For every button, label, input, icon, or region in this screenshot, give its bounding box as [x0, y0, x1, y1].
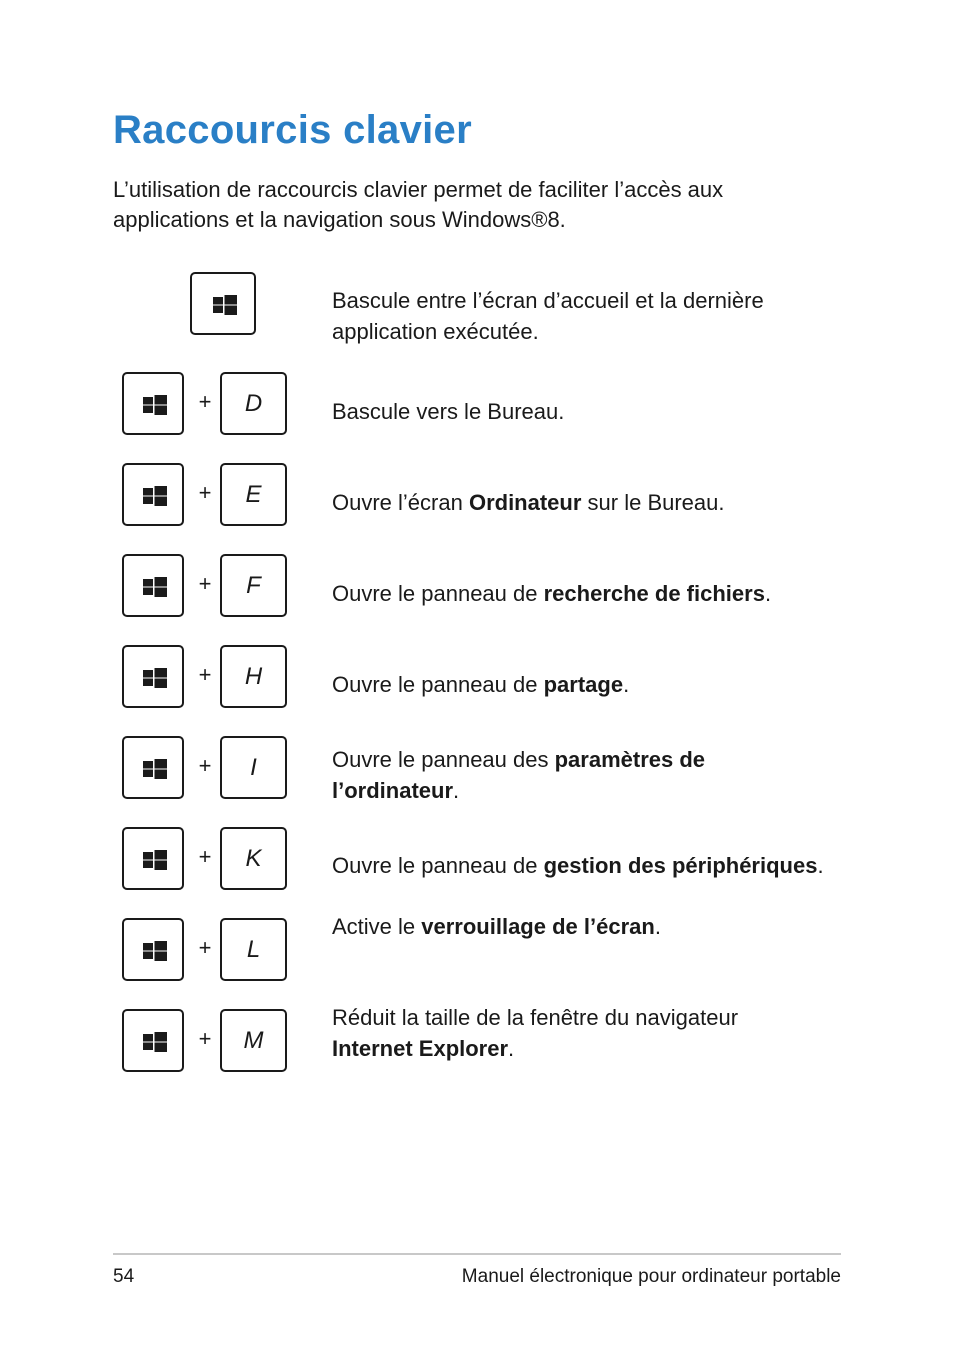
emphasized-text: verrouillage de l’écran — [421, 914, 655, 939]
windows-logo-icon — [143, 759, 167, 779]
emphasized-text: partage — [543, 672, 624, 697]
description-line-1 — [332, 578, 852, 609]
windows-key — [122, 736, 184, 799]
page-number: 54 — [113, 1266, 135, 1287]
windows-key — [122, 918, 184, 981]
windows-key — [122, 645, 184, 708]
description-text: Bascule vers le Bureau. — [332, 399, 565, 424]
key-letter: D — [244, 389, 263, 417]
shortcut-description — [332, 744, 852, 806]
description-text: Active le — [332, 914, 422, 939]
windows-logo-icon — [143, 850, 167, 870]
windows-key — [122, 554, 184, 617]
key-letter: L — [246, 935, 261, 963]
description-text: sur le Bureau. — [581, 490, 725, 515]
plus-sign: + — [198, 480, 212, 505]
windows-key — [122, 372, 184, 435]
description-text: Ouvre l’écran — [332, 490, 469, 515]
windows-logo-icon — [143, 668, 167, 688]
description-line-1 — [332, 1002, 852, 1033]
windows-key — [122, 1009, 184, 1072]
description-text: Ouvre le panneau des — [332, 747, 555, 772]
emphasized-text: recherche de fichiers — [543, 581, 765, 606]
plus-sign: + — [198, 844, 212, 869]
windows-key — [190, 272, 256, 335]
letter-key-d — [220, 372, 287, 435]
windows-key — [122, 827, 184, 890]
plus-sign: + — [198, 389, 212, 414]
description-text: Ouvre le panneau de — [332, 672, 544, 697]
emphasized-text: paramètres de — [554, 747, 706, 772]
windows-logo-icon — [143, 941, 167, 961]
description-text: . — [453, 778, 460, 803]
letter-key-l — [220, 918, 287, 981]
description-text: Bascule entre l’écran d’accueil et la dernière — [332, 288, 764, 313]
intro-line-1: L’utilisation de raccourcis clavier permet de faciliter l’accès aux — [113, 177, 724, 202]
intro-line-2: applications et la navigation sous Windows®8. — [113, 207, 566, 232]
description-line-1 — [332, 487, 852, 518]
plus-sign: + — [198, 571, 212, 596]
shortcut-description — [332, 850, 852, 881]
shortcut-description — [332, 578, 852, 609]
key-letter: M — [243, 1026, 264, 1054]
emphasized-text: Ordinateur — [468, 490, 582, 515]
plus-sign: + — [198, 662, 212, 687]
description-text: Ouvre le panneau de — [332, 581, 544, 606]
letter-key-e — [220, 463, 287, 526]
key-letter: E — [245, 480, 262, 508]
windows-key — [122, 463, 184, 526]
description-line-2 — [332, 775, 852, 806]
description-line-1 — [332, 396, 852, 427]
description-line-2 — [332, 1033, 852, 1064]
description-line-1 — [332, 850, 852, 881]
description-text: . — [817, 853, 824, 878]
windows-logo-icon — [143, 1032, 167, 1052]
description-text: . — [508, 1036, 515, 1061]
manual-title: Manuel électronique pour ordinateur portable — [461, 1266, 841, 1287]
shortcut-description — [332, 911, 852, 942]
key-letter: F — [246, 571, 261, 599]
page-title: Raccourcis clavier — [113, 108, 472, 152]
shortcut-description — [332, 669, 852, 700]
emphasized-text: gestion des périphériques — [543, 853, 818, 878]
letter-key-h — [220, 645, 287, 708]
letter-key-k — [220, 827, 287, 890]
description-text: application exécutée. — [332, 319, 539, 344]
description-text: Ouvre le panneau de — [332, 853, 544, 878]
windows-logo-icon — [143, 486, 167, 506]
emphasized-text: Internet Explorer — [332, 1036, 509, 1061]
description-line-2 — [332, 316, 852, 347]
description-line-1 — [332, 285, 852, 316]
key-letter: K — [245, 844, 262, 872]
footer-divider — [113, 1253, 841, 1255]
description-text: . — [623, 672, 630, 697]
description-line-1 — [332, 744, 852, 775]
emphasized-text: l’ordinateur — [332, 778, 454, 803]
letter-key-f — [220, 554, 287, 617]
key-letter: I — [250, 753, 257, 781]
plus-sign: + — [198, 753, 212, 778]
description-line-1 — [332, 669, 852, 700]
shortcut-description — [332, 487, 852, 518]
plus-sign: + — [198, 1026, 212, 1051]
windows-logo-icon — [143, 395, 167, 415]
letter-key-m — [220, 1009, 287, 1072]
intro-paragraph — [113, 175, 813, 235]
shortcut-description — [332, 396, 852, 427]
description-text: . — [654, 914, 661, 939]
letter-key-i — [220, 736, 287, 799]
windows-logo-icon — [143, 577, 167, 597]
description-text: Réduit la taille de la fenêtre du navigateur — [332, 1005, 739, 1030]
windows-logo-icon — [213, 295, 237, 315]
description-line-1 — [332, 911, 852, 942]
shortcut-description — [332, 285, 852, 347]
plus-sign: + — [198, 935, 212, 960]
description-text: . — [764, 581, 772, 606]
shortcut-description — [332, 1002, 852, 1064]
key-letter: H — [244, 662, 263, 690]
